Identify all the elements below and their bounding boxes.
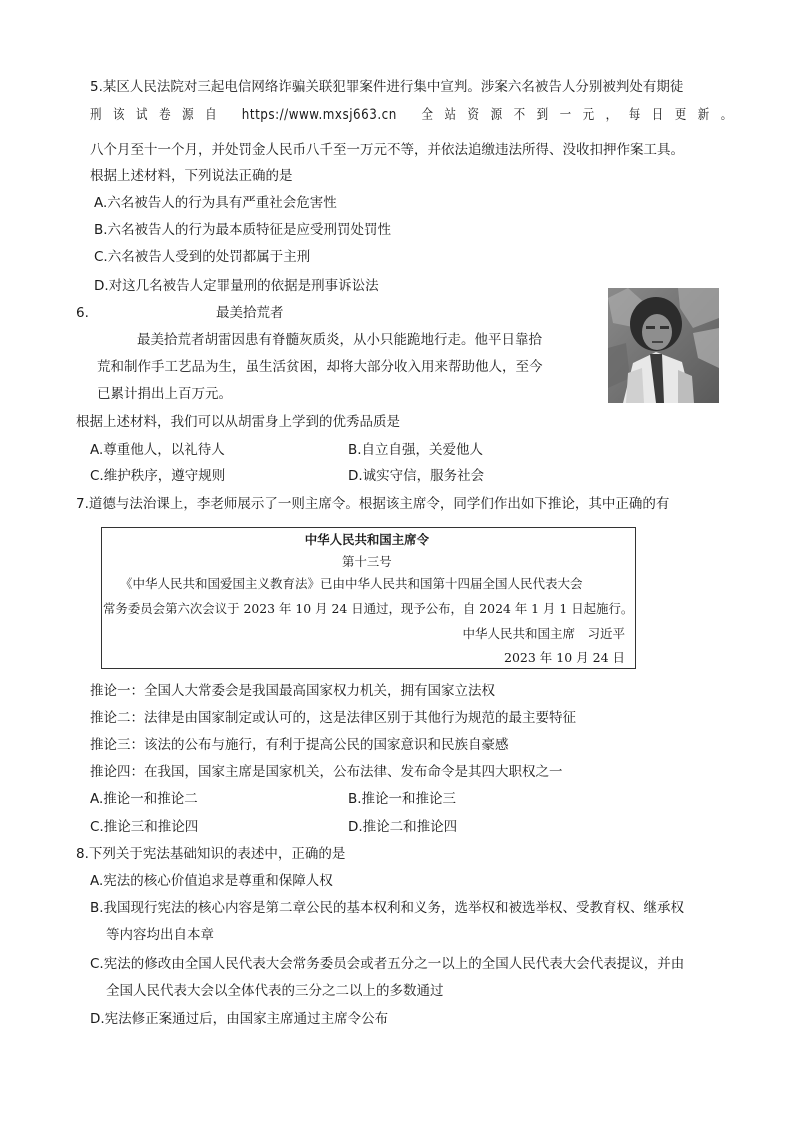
q6-para-line-3: 已累计捐出上百万元。	[97, 386, 232, 402]
q7-inference-2: 推论二：法律是由国家制定或认可的，这是法律区别于其他行为规范的最主要特征	[90, 710, 576, 726]
q6-para-line-2: 荒和制作手工艺品为生，虽生活贫困，却将大部分收入用来帮助他人，至今	[97, 359, 543, 375]
q5-option-c: C.六名被告人受到的处罚都属于主刑	[94, 249, 311, 265]
q5-stem-line-1: 5.某区人民法院对三起电信网络诈骗关联犯罪案件进行集中宣判。涉案六名被告人分别被判处有期徒	[90, 79, 684, 95]
q7-inference-3: 推论三：该法的公布与施行，有利于提高公民的国家意识和民族自豪感	[90, 737, 509, 753]
decree-body-line-1: 《中华人民共和国爱国主义教育法》已由中华人民共和国第十四届全国人民代表大会	[120, 576, 583, 591]
watermark-suffix: 全 站 资 源 不 到 一 元 ， 每 日 更 新 。	[421, 107, 735, 123]
q6-option-b: B.自立自强，关爱他人	[348, 442, 484, 458]
q5-option-a: A.六名被告人的行为具有严重社会危害性	[94, 195, 337, 211]
decree-date: 2023 年 10 月 24 日	[504, 650, 625, 665]
q8-option-b-line-1: B.我国现行宪法的核心内容是第二章公民的基本权利和义务，选举权和被选举权、受教育权、继承权	[90, 900, 685, 916]
q7-question: 7.道德与法治课上，李老师展示了一则主席令。根据该主席令，同学们作出如下推论，其中正确的有	[76, 496, 670, 512]
q5-option-d: D.对这几名被告人定罪量刑的依据是刑事诉讼法	[94, 278, 379, 294]
q8-question: 8.下列关于宪法基础知识的表述中，正确的是	[76, 846, 346, 862]
q8-option-c-line-1: C.宪法的修改由全国人民代表大会常务委员会或者五分之一以上的全国人民代表大会代表提议，并由	[90, 956, 685, 972]
q6-para-line-1: 最美拾荒者胡雷因患有脊髓灰质炎，从小只能跪地行走。他平日靠拾	[137, 332, 542, 348]
q8-option-a: A.宪法的核心价值追求是尊重和保障人权	[90, 873, 333, 889]
q8-option-b-line-2: 等内容均出自本章	[106, 927, 214, 943]
q7-inference-4: 推论四：在我国，国家主席是国家机关，公布法律、发布命令是其四大职权之一	[90, 764, 563, 780]
watermark-line	[90, 105, 735, 125]
q7-option-a: A.推论一和推论二	[90, 791, 198, 807]
q8-option-c-line-2: 全国人民代表大会以全体代表的三分之二以上的多数通过	[106, 983, 444, 999]
q7-option-c: C.推论三和推论四	[90, 819, 199, 835]
q6-option-d: D.诚实守信，服务社会	[348, 468, 485, 484]
decree-number: 第十三号	[342, 554, 392, 569]
q6-number: 6.	[76, 305, 89, 321]
decree-title: 中华人民共和国主席令	[304, 532, 430, 547]
q6-option-c: C.维护秩序，遵守规则	[90, 468, 226, 484]
decree-body-line-2: 常务委员会第六次会议于 2023 年 10 月 24 日通过，现予公布，自 2024 年 1 月 1 日起施行。	[103, 601, 634, 616]
person-photo	[608, 288, 719, 403]
q8-option-d: D.宪法修正案通过后，由国家主席通过主席令公布	[90, 1011, 389, 1027]
q6-title: 最美拾荒者	[216, 305, 284, 321]
watermark-prefix: 刑 该 试 卷 源 自	[90, 107, 219, 123]
q7-inference-1: 推论一：全国人大常委会是我国最高国家权力机关，拥有国家立法权	[90, 683, 495, 699]
decree-signer: 中华人民共和国主席 习近平	[462, 626, 625, 641]
q5-stem-line-3: 八个月至十一个月，并处罚金人民币八千至一万元不等，并依法追缴违法所得、没收扣押作案工具。	[90, 142, 684, 158]
q5-option-b: B.六名被告人的行为最本质特征是应受刑罚处罚性	[94, 222, 392, 238]
presidential-decree-box	[101, 527, 636, 669]
q6-option-a: A.尊重他人，以礼待人	[90, 442, 225, 458]
q6-question: 根据上述材料，我们可以从胡雷身上学到的优秀品质是	[76, 414, 400, 430]
q7-option-d: D.推论二和推论四	[348, 819, 458, 835]
watermark-url: https://www.mxsj663.cn	[241, 107, 397, 123]
q7-option-b: B.推论一和推论三	[348, 791, 457, 807]
q5-question: 根据上述材料，下列说法正确的是	[90, 168, 293, 184]
